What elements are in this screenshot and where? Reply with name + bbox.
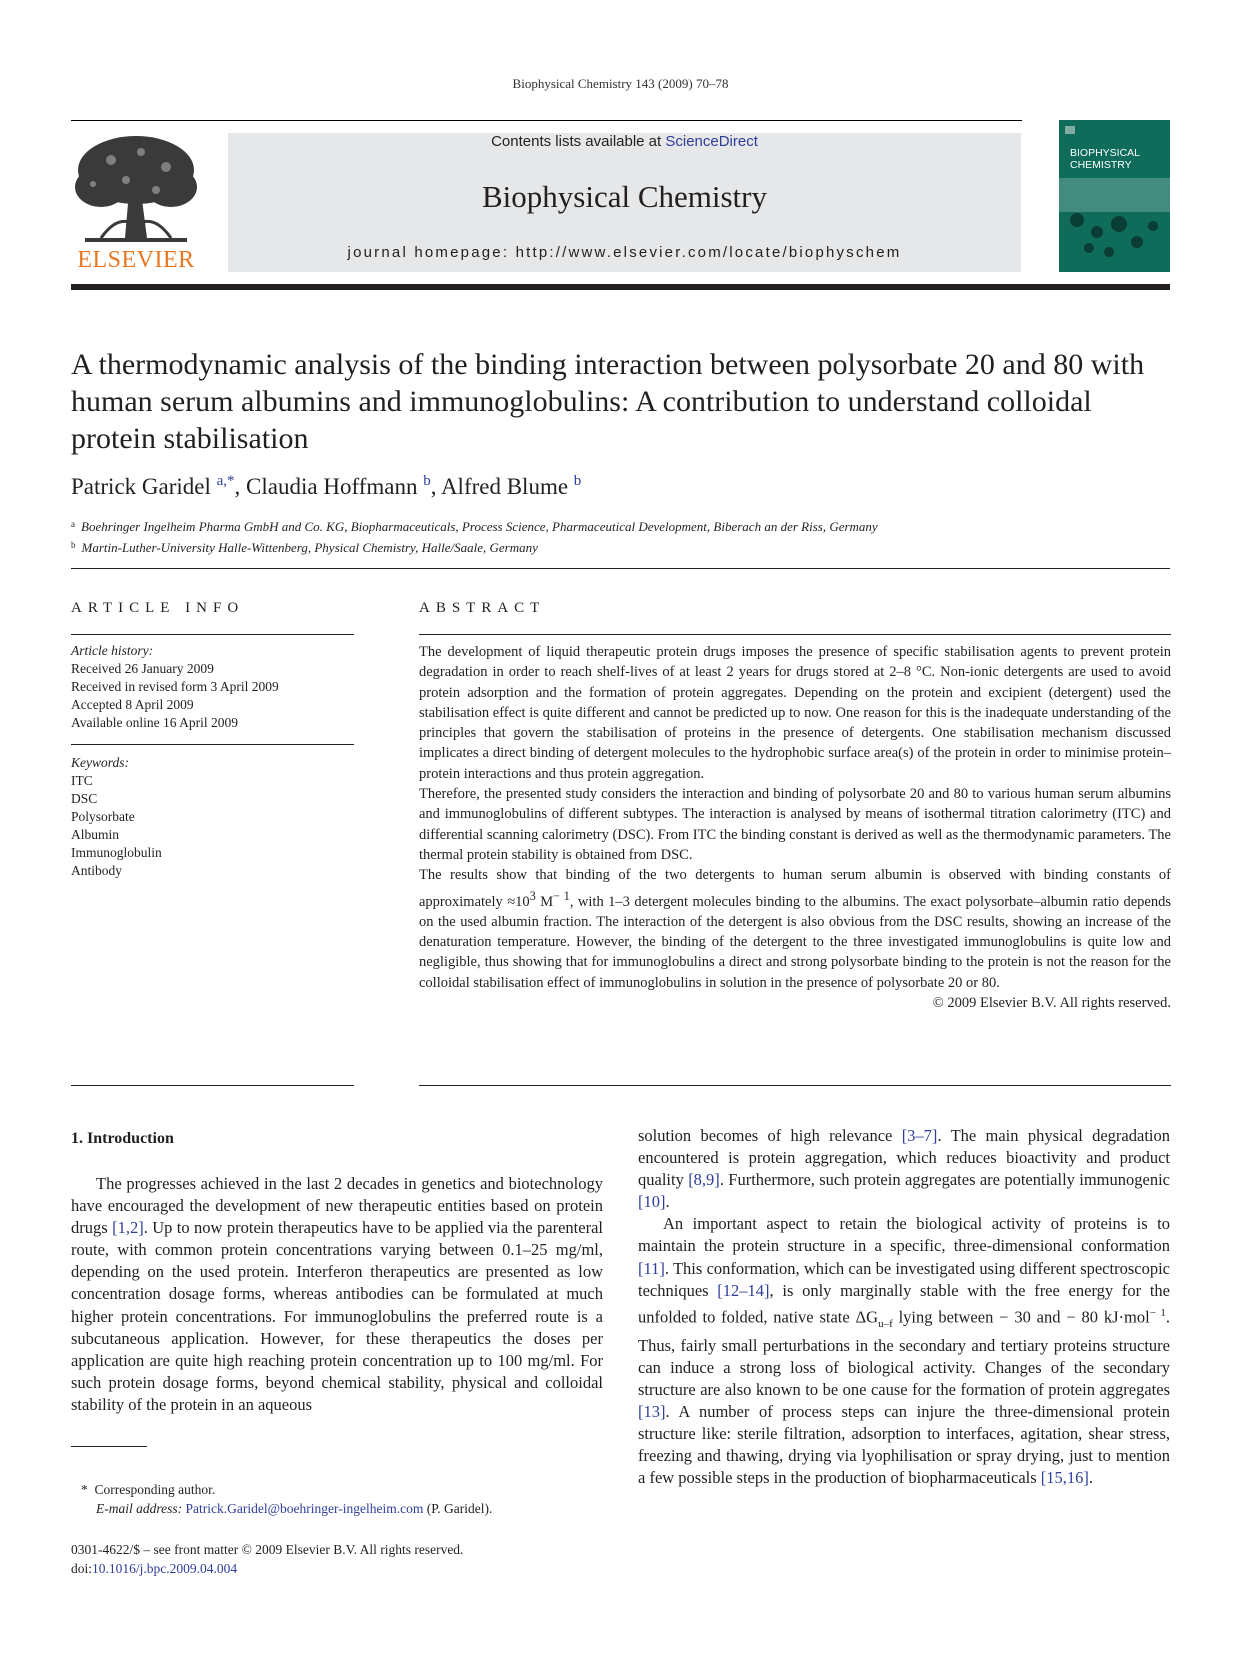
affiliations bbox=[71, 515, 1171, 557]
header-thick-rule bbox=[71, 284, 1170, 290]
front-matter-notice: 0301-4622/$ – see front matter © 2009 Elsevier B.V. All rights reserved. doi:10.1016/j.bpc.2009.04.004 bbox=[71, 1541, 631, 1578]
author-name: Patrick Garidel bbox=[71, 474, 211, 499]
citation-link[interactable]: [8,9] bbox=[688, 1170, 720, 1190]
issn-line: 0301-4622/$ – see front matter © 2009 Elsevier B.V. All rights reserved. bbox=[71, 1542, 464, 1557]
journal-cover-thumbnail[interactable] bbox=[1059, 120, 1170, 272]
footnote-rule bbox=[71, 1446, 147, 1447]
affiliation: $^b$ Martin-Luther-University Halle-Wittenberg, Physical Chemistry, Halle/Saale, Germany bbox=[71, 540, 538, 555]
article-title: A thermodynamic analysis of the binding interaction between polysorbate 20 and 80 with human serum albumins and immunoglobulins: A contribution to understand colloidal protein stabilisation bbox=[71, 348, 1145, 455]
section-heading: 1. Introduction bbox=[71, 1130, 174, 1147]
affiliation: $^a$ Boehringer Ingelheim Pharma GmbH and Co. KG, Biopharmaceuticals, Process Science, Pharmaceutical Development, Biberach an der Riss, Germany bbox=[71, 519, 878, 534]
keyword: DSC bbox=[71, 791, 98, 806]
author-affiliation-link[interactable]: b bbox=[573, 473, 582, 489]
history-item: Received 26 January 2009 bbox=[71, 661, 214, 676]
journal-title: Biophysical Chemistry bbox=[481, 179, 767, 214]
running-head: Biophysical Chemistry 143 (2009) 70–78 bbox=[512, 76, 729, 91]
contents-line bbox=[228, 133, 1021, 150]
author-affiliation-link[interactable]: a,* bbox=[216, 473, 235, 489]
body-paragraph: The progresses achieved in the last 2 decades in genetics and biotechnology have encouraged the development of new therapeutic entities based on protein drugs [1,2]. Up to now protein therapeutics have to be applied via the parenteral route, with common protein concentrations varying between 0.1–25 mg/ml, depending on the used protein. Interferon therapeutics are presented as low concentration dosage forms, whereas antibodies can be formulated at much higher protein concentrations. For immunoglobulins the preferred route is a subcutaneous application. However, for these therapeutics the doses per application are quite high reaching protein concentration up to 100 mg/ml. For such protein dosage forms, beyond chemical stability, physical and colloidal stability of the protein in an aqueous bbox=[71, 1174, 603, 1414]
sciencedirect-link[interactable]: ScienceDirect bbox=[665, 133, 758, 150]
author-name: Claudia Hoffmann bbox=[246, 474, 418, 499]
history-item: Received in revised form 3 April 2009 bbox=[71, 679, 279, 694]
body-paragraph: An important aspect to retain the biological activity of proteins is to maintain the protein structure in a specific, three-dimensional conformation [11]. This conformation, which can be investigated using different spectroscopic techniques [12–14], is only marginally stable with the free energy for the unfolded to folded, native state $\Delta G_{u-f}$ lying between − 30 and − 80 kJ·mol$^{- 1}$. Thus, fairly small perturbations in the secondary and tertiary proteins structure can induce a strong loss of biological activity. Changes of the secondary structure are also known to be one cause for the formation of protein aggregates [13]. A number of process steps can injure the three-dimensional protein structure like: sterile filtration, adsorption to interfaces, agitation, shear stress, freezing and thawing, drying via lyophilisation or spray drying, just to mention a few possible steps in the production of biopharmaceuticals [15,16]. bbox=[638, 1214, 1170, 1488]
divider bbox=[71, 1085, 354, 1086]
keyword: Polysorbate bbox=[71, 809, 135, 824]
abstract-paragraph: The results show that binding of the two detergents to human serum albumin is observed with binding constants of approximately $\approx 10^3$ $M^{- 1}$, with 1–3 detergent molecules binding to the albumins. The exact polysorbate–albumin ratio depends on the used albumin fraction. The interaction of the detergent is also obvious from the DSC results, showing an increase of the denaturation temperature. However, the binding of the detergent to the three investigated immunoglobulins is quite low and negligible, thus showing that for immunoglobulins a direct and strong polysorbate binding to the protein is not the reason for the colloidal stabilisation effect of immunoglobulins in solution in the presence of polysorbate 20 or 80. bbox=[419, 867, 1171, 991]
citation-link[interactable]: [10] bbox=[638, 1192, 666, 1212]
body-column-left bbox=[71, 1173, 603, 1416]
abstract-paragraph: Therefore, the presented study considers the interaction and binding of polysorbate 20 and 80 to various human serum albumins and immunoglobulins of different subtypes. The interaction is analysed by means of isothermal titration calorimetry (ITC) and differential scanning calorimetry (DSC). From ITC the binding constant is derived as well as the thermodynamic parameters. The thermal protein stability is obtained from DSC. bbox=[419, 786, 1171, 863]
publisher-wordmark: ELSEVIER bbox=[77, 247, 195, 273]
doi-link[interactable]: 10.1016/j.bpc.2009.04.004 bbox=[92, 1560, 238, 1576]
cover-art-icon bbox=[1059, 120, 1170, 272]
author-list: Patrick Garidel $^{a,*}$, Claudia Hoffmann $^b$, Alfred Blume $^b$ bbox=[71, 473, 582, 499]
divider bbox=[419, 1085, 1171, 1086]
keyword: Antibody bbox=[71, 863, 123, 878]
author-name: Alfred Blume bbox=[440, 474, 569, 499]
corresponding-author-footnote: * Corresponding author. E-mail address: Patrick.Garidel@boehringer-ingelheim.com (P. Garidel). bbox=[81, 1482, 493, 1516]
abstract-paragraph: The development of liquid therapeutic protein drugs imposes the presence of specific stabilisation agents to prevent protein degradation in order to reach shelf-lives of at least 2 years for drugs stored at 2–8 °C. Non-ionic detergents are used to avoid protein adsorption and the formation of protein aggregates. Depending on the protein and excipient (detergent) used the stabilisation effect is quite different and cannot be predicted up to now. One reason for this is the inadequate understanding of the principles that govern the stabilisation of proteins in the presence of detergents. One stabilisation mechanism discussed implicates a direct binding of detergent molecules to the hydrophobic surface area(s) of the protein in order to minimise protein–protein interactions and thus protein aggregation. bbox=[419, 644, 1171, 782]
keyword: ITC bbox=[71, 773, 93, 788]
keyword: Albumin bbox=[71, 827, 120, 842]
citation-link[interactable]: [12–14] bbox=[717, 1280, 770, 1300]
journal-homepage-link[interactable]: journal homepage: http://www.elsevier.com/locate/biophyschem bbox=[347, 244, 902, 261]
history-item: Accepted 8 April 2009 bbox=[71, 697, 194, 712]
keyword: Immunoglobulin bbox=[71, 845, 162, 860]
citation-link[interactable]: [11] bbox=[638, 1258, 665, 1278]
author-affiliation-link[interactable]: b bbox=[423, 473, 431, 489]
divider bbox=[71, 568, 1170, 569]
divider bbox=[419, 634, 1171, 635]
body-column-right bbox=[638, 1125, 1170, 1489]
citation-link[interactable]: [3–7] bbox=[901, 1126, 938, 1145]
citation-link[interactable]: [1,2] bbox=[112, 1218, 144, 1238]
contents-prefix: Contents lists available at bbox=[491, 133, 662, 150]
article-history: Article history: Received 26 January 2009 Received in revised form 3 April 2009 Accepted 8 April 2009 Available online 16 April 2009 bbox=[71, 642, 354, 732]
citation-link[interactable]: [15,16] bbox=[1040, 1468, 1089, 1488]
elsevier-logo[interactable] bbox=[71, 132, 201, 274]
email-link[interactable]: Patrick.Garidel@boehringer-ingelheim.com bbox=[185, 1500, 424, 1516]
citation-link[interactable]: [13] bbox=[638, 1401, 666, 1421]
divider bbox=[71, 744, 354, 745]
keywords: Keywords: ITC DSC Polysorbate Albumin Immunoglobulin Antibody bbox=[71, 754, 354, 880]
copyright-notice: © 2009 Elsevier B.V. All rights reserved. bbox=[932, 994, 1171, 1011]
abstract-label: ABSTRACT bbox=[419, 600, 546, 616]
article-info-label: ARTICLE INFO bbox=[71, 600, 245, 616]
body-paragraph: solution becomes of high relevance [3–7]. The main physical degradation encountered is protein aggregation, which reduces bioactivity and product quality [8,9]. Furthermore, such protein aggregates are potentially immunogenic [10]. bbox=[638, 1126, 1170, 1212]
abstract-body bbox=[419, 642, 1171, 1013]
journal-masthead bbox=[228, 133, 1021, 272]
tree-icon bbox=[71, 132, 201, 248]
top-rule bbox=[71, 120, 1022, 121]
divider bbox=[71, 634, 354, 635]
cover-title: BIOPHYSICAL CHEMISTRY bbox=[1070, 147, 1141, 171]
history-item: Available online 16 April 2009 bbox=[71, 715, 238, 730]
